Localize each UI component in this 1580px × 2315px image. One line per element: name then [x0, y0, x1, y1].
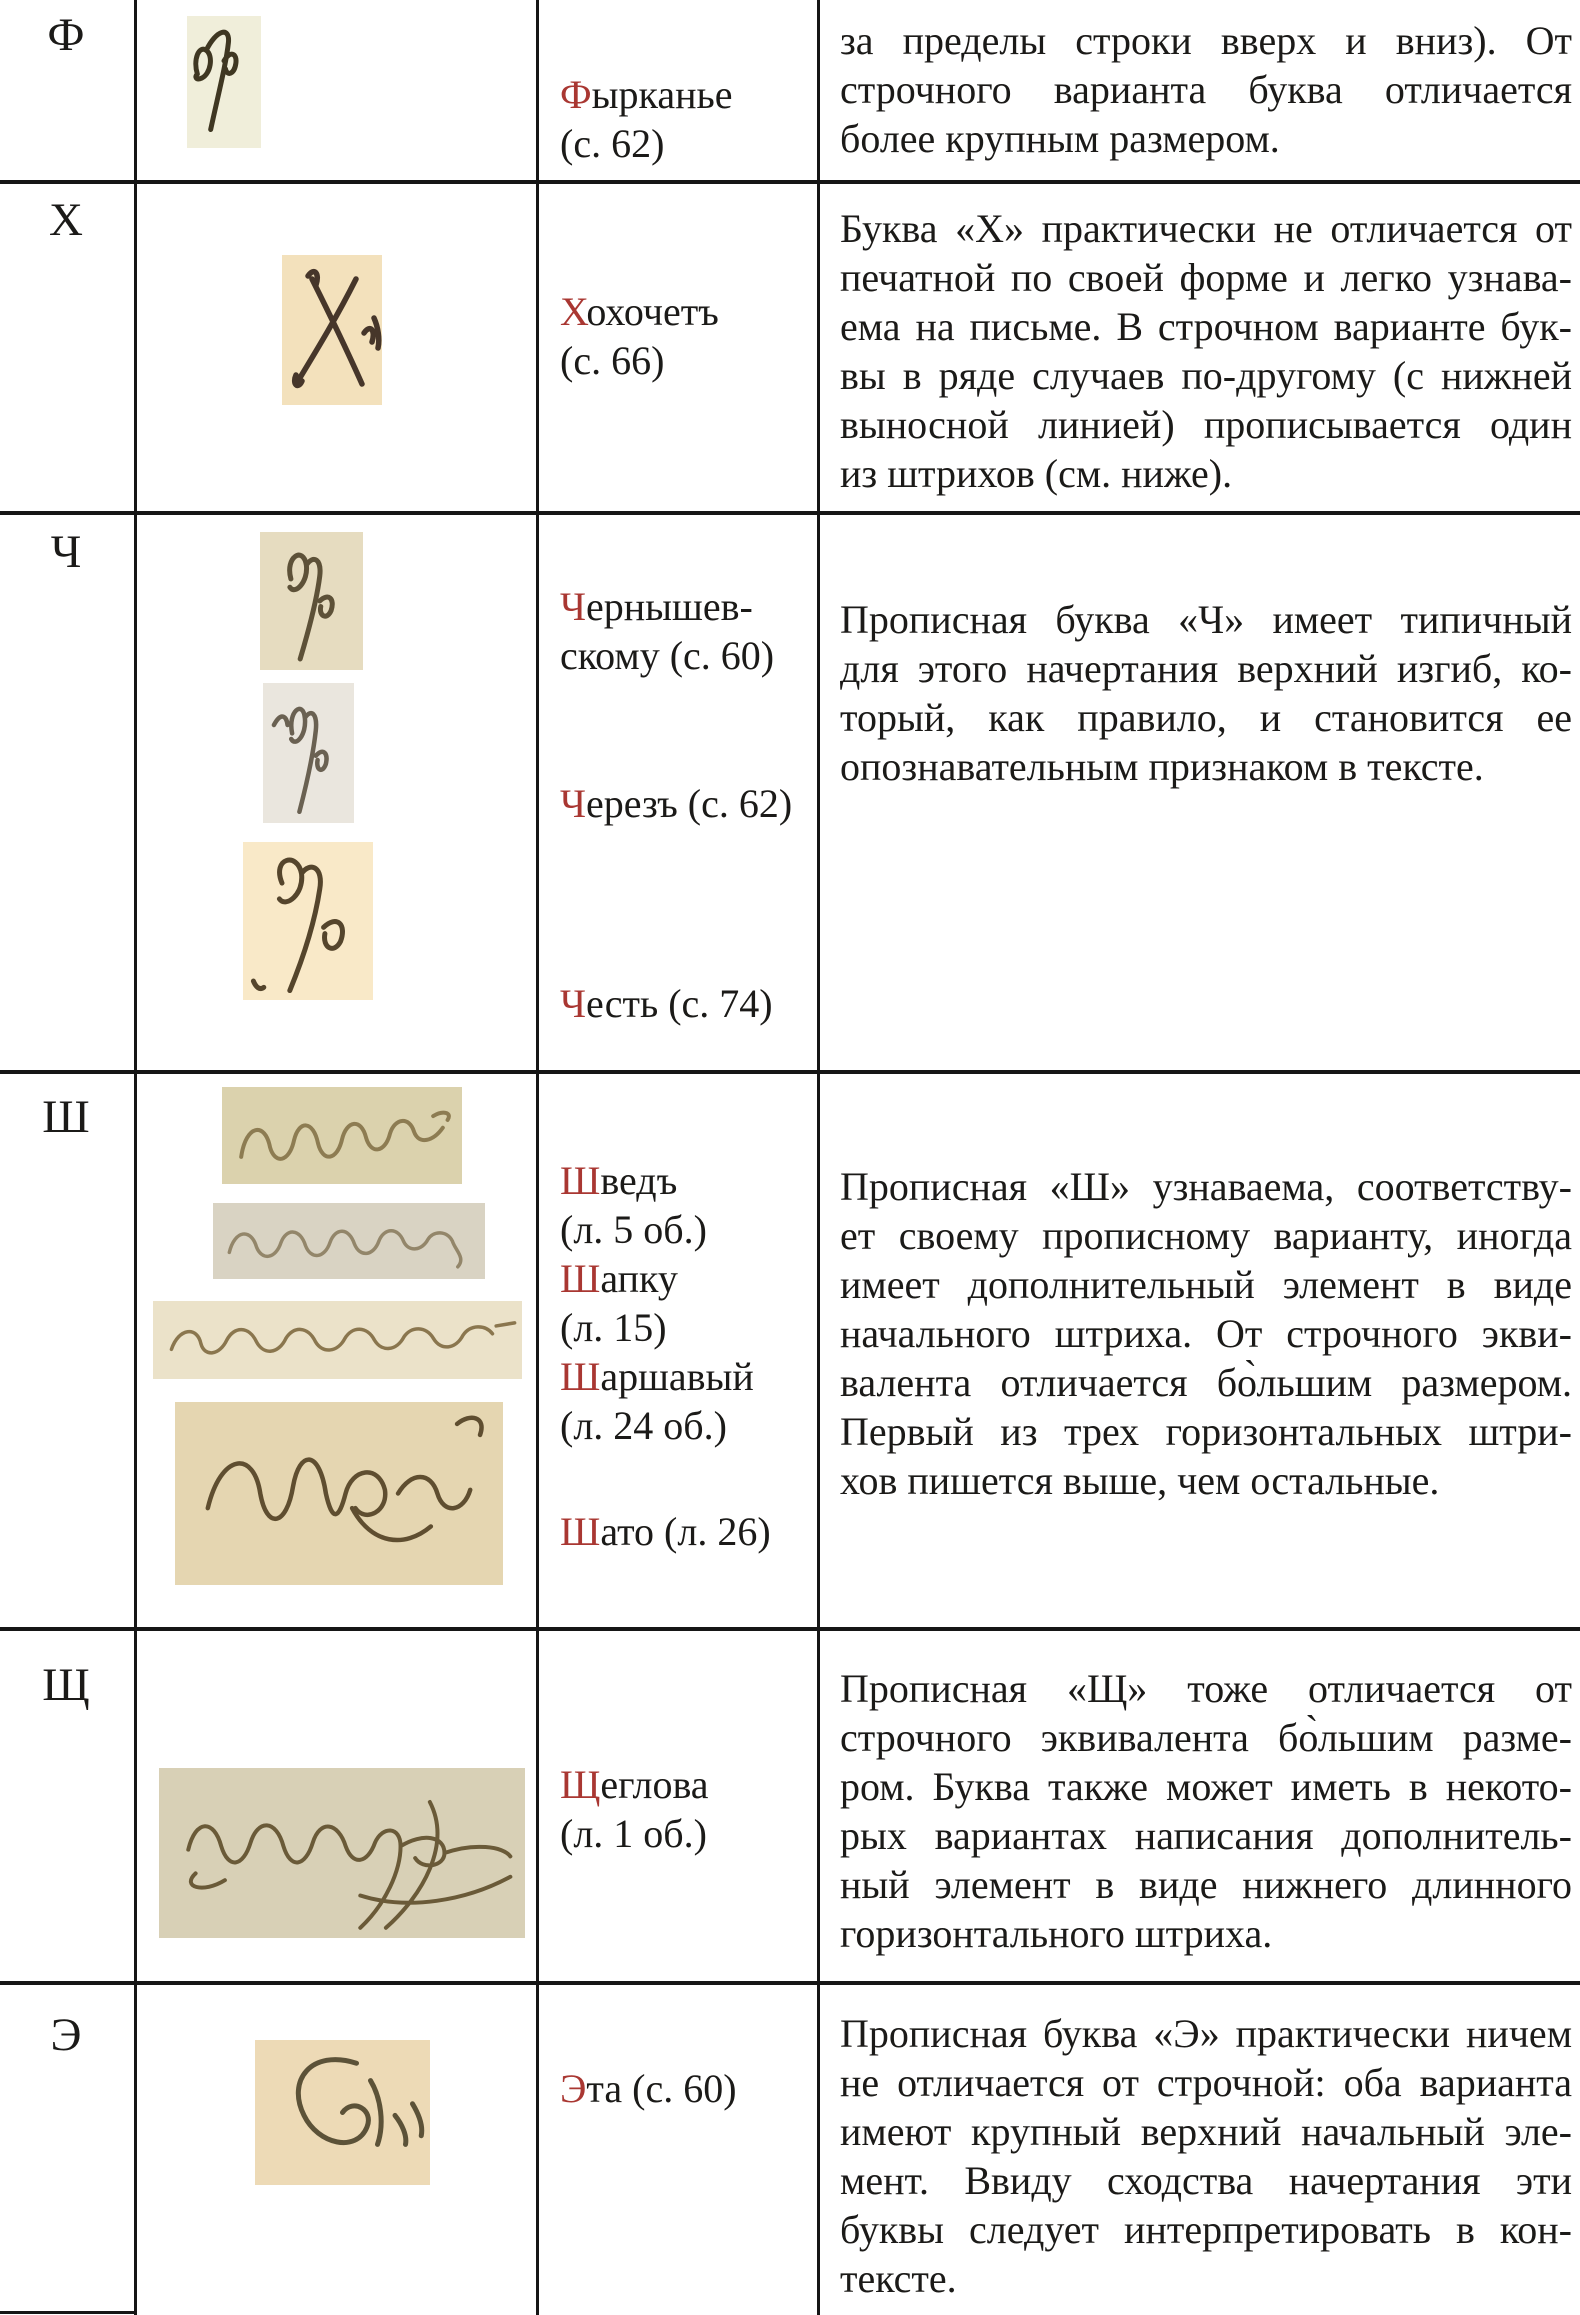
label-initial-red: Ч — [560, 781, 586, 826]
handwriting-sample-e — [255, 2040, 430, 2185]
description-text — [840, 1162, 1572, 1505]
table-border-row-f-x — [0, 180, 1580, 184]
label-initial-red: Ш — [560, 1354, 601, 1399]
label-group — [560, 779, 812, 828]
row-letter-x: Х — [49, 194, 83, 246]
cursive-stroke-svg — [159, 1768, 525, 1938]
label-group — [560, 2064, 812, 2113]
row-letter-f: Ф — [47, 9, 85, 61]
description-line: печатной по своей форме и легко узнава- — [840, 255, 1572, 300]
label-line: (с. 66) — [560, 338, 665, 383]
table-border-vertical-2 — [536, 0, 539, 2315]
table-border-row-shch-e — [0, 1981, 1580, 1985]
cursive-stroke-svg — [243, 842, 373, 1000]
label-group — [560, 70, 812, 168]
label-line: Щеглова — [560, 1762, 709, 1807]
label-line: Чернышев- — [560, 584, 753, 629]
label-initial-red: Э — [560, 2066, 587, 2111]
label-initial-red: Ч — [560, 981, 586, 1026]
description-line: Прописная буква «Э» практически ничем — [840, 2011, 1572, 2056]
description-line: строчного варианта буква отличается — [840, 67, 1572, 112]
description-line: Прописная «Щ» тоже отличается от — [840, 1666, 1572, 1711]
label-line: (л. 15) — [560, 1305, 667, 1350]
label-initial-red: Ф — [560, 72, 592, 117]
description-line: имеют крупный верхний начальный эле- — [840, 2109, 1572, 2154]
label-group — [560, 1507, 812, 1556]
handwriting-sample-f — [187, 16, 261, 148]
label-line: Эта (с. 60) — [560, 2066, 737, 2111]
table-border-vertical-1 — [134, 0, 137, 2315]
cursive-stroke-svg — [187, 16, 261, 148]
handwriting-sample-sh-1 — [222, 1087, 462, 1184]
description-line: Прописная буква «Ч» имеет типичный — [840, 597, 1572, 642]
description-text — [840, 16, 1572, 163]
table-border-bottom-partial — [0, 2311, 137, 2314]
label-line: (л. 1 об.) — [560, 1811, 707, 1856]
row-letter-shch: Щ — [42, 1659, 90, 1711]
label-initial-red: Ш — [560, 1158, 601, 1203]
description-line: за пределы строки вверх и вниз). От — [840, 18, 1572, 63]
handwriting-sample-ch-2 — [263, 683, 354, 823]
description-line: ный элемент в виде нижнего длинного — [840, 1862, 1572, 1907]
description-line: Первый из трех горизонтальных штри- — [840, 1409, 1572, 1454]
description-line: для этого начертания верхний изгиб, ко- — [840, 646, 1572, 691]
label-line: Честь (с. 74) — [560, 981, 773, 1026]
label-initial-red: Ч — [560, 584, 586, 629]
description-text — [840, 2009, 1572, 2303]
label-line: Фырканье — [560, 72, 733, 117]
label-line: Черезъ (с. 62) — [560, 781, 793, 826]
cursive-stroke-svg — [255, 2040, 430, 2185]
cursive-stroke-svg — [263, 683, 354, 823]
description-line: буквы следует интерпретировать в кон- — [840, 2207, 1572, 2252]
description-line: Буква «Х» практически не отличается от — [840, 206, 1572, 251]
description-line: торый, как правило, и становится ее — [840, 695, 1572, 740]
table-border-row-ch-sh — [0, 1070, 1580, 1074]
description-line: горизонтального штриха. — [840, 1911, 1273, 1956]
label-line: Шведъ — [560, 1158, 678, 1203]
label-initial-red: Ш — [560, 1256, 601, 1301]
description-line: мент. Ввиду сходства начертания эти — [840, 2158, 1572, 2203]
description-line: хов пишется выше, чем остальные. — [840, 1458, 1440, 1503]
description-line: не отличается от строчной: оба варианта — [840, 2060, 1572, 2105]
description-text — [840, 1664, 1572, 1958]
description-line: ром. Буква также может иметь в некото- — [840, 1764, 1572, 1809]
label-group — [560, 287, 812, 385]
handwriting-sample-ch-3 — [243, 842, 373, 1000]
handwriting-sample-sh-2 — [213, 1203, 485, 1279]
label-line: скому (с. 60) — [560, 633, 775, 678]
row-letter-sh: Ш — [42, 1091, 90, 1143]
description-line: более крупным размером. — [840, 116, 1280, 161]
label-line: Шапку — [560, 1256, 678, 1301]
table-border-row-x-ch — [0, 511, 1580, 515]
description-line: опознавательным признаком в тексте. — [840, 744, 1484, 789]
description-line: валента отличается бо̀льшим размером. — [840, 1360, 1572, 1405]
label-group — [560, 979, 812, 1028]
label-group — [560, 1156, 812, 1450]
description-line: начального штриха. От строчного экви- — [840, 1311, 1572, 1356]
cursive-stroke-svg — [213, 1203, 485, 1279]
label-line: Шато (л. 26) — [560, 1509, 771, 1554]
label-line: (л. 24 об.) — [560, 1403, 727, 1448]
table-border-vertical-3 — [817, 0, 820, 2315]
label-initial-red: Ш — [560, 1509, 601, 1554]
label-group — [560, 1760, 812, 1858]
label-initial-red: Х — [560, 289, 587, 334]
handwriting-sample-sh-4 — [175, 1402, 503, 1585]
description-line: строчного эквивалента бо̀льшим разме- — [840, 1715, 1572, 1760]
cursive-stroke-svg — [282, 255, 382, 405]
label-line: (л. 5 об.) — [560, 1207, 707, 1252]
description-line: рых вариантах написания дополнитель- — [840, 1813, 1572, 1858]
description-line: ема на письме. В строчном варианте бук- — [840, 304, 1572, 349]
description-line: тексте. — [840, 2256, 957, 2301]
handwriting-sample-ch-1 — [260, 532, 363, 670]
cursive-stroke-svg — [222, 1087, 462, 1184]
label-initial-red: Щ — [560, 1762, 601, 1807]
handwriting-sample-x — [282, 255, 382, 405]
label-line: Шаршавый — [560, 1354, 754, 1399]
description-text — [840, 204, 1572, 498]
handwriting-sample-shch — [159, 1768, 525, 1938]
description-line: выносной линией) прописывается один — [840, 402, 1572, 447]
label-line: (с. 62) — [560, 121, 665, 166]
cursive-stroke-svg — [175, 1402, 503, 1585]
description-line: вы в ряде случаев по-другому (с нижней — [840, 353, 1572, 398]
label-line: Хохочетъ — [560, 289, 719, 334]
description-text — [840, 595, 1572, 791]
description-line: Прописная «Ш» узнаваема, соответству- — [840, 1164, 1572, 1209]
description-line: имеет дополнительный элемент в виде — [840, 1262, 1572, 1307]
label-group — [560, 582, 812, 680]
row-letter-ch: Ч — [50, 526, 82, 578]
cursive-stroke-svg — [153, 1301, 522, 1379]
handwriting-sample-sh-3 — [153, 1301, 522, 1379]
description-line: из штрихов (см. ниже). — [840, 451, 1233, 496]
cursive-stroke-svg — [260, 532, 363, 670]
table-border-row-sh-shch — [0, 1627, 1580, 1631]
description-line: ет своему прописному варианту, иногда — [840, 1213, 1572, 1258]
row-letter-e: Э — [50, 2009, 82, 2061]
